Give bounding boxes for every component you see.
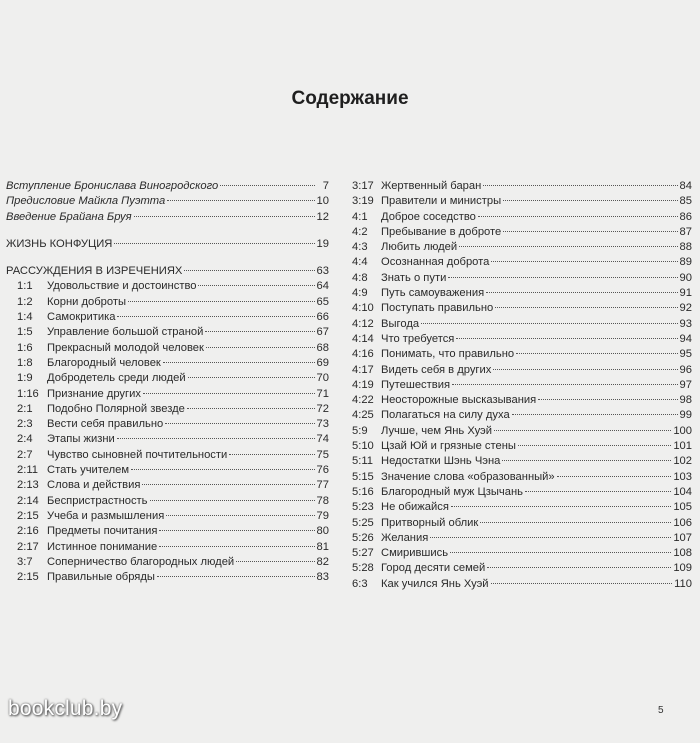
entry-number: 4:22 [352,394,374,407]
entry-page: 96 [679,363,692,376]
entry-number: 1:6 [17,341,33,354]
toc-entry [352,378,692,393]
leader-dots [450,552,671,553]
leader-dots [165,423,314,424]
entry-page: 94 [679,332,692,345]
entry-page: 99 [679,409,692,422]
entry-page: 79 [316,509,329,522]
toc-entry [352,301,692,316]
entry-page: 86 [679,210,692,223]
leader-dots [205,331,314,332]
toc-entry [352,516,692,531]
leader-dots [421,323,677,324]
entry-page: 93 [679,317,692,330]
entry-title: Полагаться на силу духа [381,409,510,422]
entry-title: Значение слова «образованный» [381,470,555,483]
leader-dots [188,377,315,378]
entry-title: Путешествия [381,378,451,391]
leader-dots [491,583,673,584]
entry-number: 4:1 [352,210,368,223]
entry-page: 65 [316,295,329,308]
toc-entry [6,341,329,356]
entry-title: Притворный облик [381,516,479,529]
entry-title: Признание других [47,387,141,400]
entry-number: 4:14 [352,332,374,345]
entry-title: Что требуется [381,332,455,345]
leader-dots [493,369,677,370]
entry-page: 71 [316,387,329,400]
entry-title: Неосторожные высказывания [381,394,537,407]
entry-title: Лучше, чем Янь Хуэй [381,424,492,437]
leader-dots [206,347,315,348]
entry-page: 77 [316,479,329,492]
entry-page: 76 [316,464,329,477]
entry-page: 82 [316,555,329,568]
entry-number: 2:3 [17,418,33,431]
entry-page: 69 [316,356,329,369]
entry-title: Слова и действия [47,479,141,492]
entry-title: Знать о пути [381,271,447,284]
entry-title: Добродетель среди людей [47,372,186,385]
entry-title: Смирившись [381,547,449,560]
entry-number: 5:25 [352,516,374,529]
toc-entry [6,509,329,524]
leader-dots [143,393,315,394]
toc-entry [352,454,692,469]
toc-entry [352,194,692,209]
entry-number: 5:27 [352,547,374,560]
entry-page: 103 [673,470,692,483]
toc-entry [6,179,329,194]
entry-title: Удовольствие и достоинство [47,280,197,293]
toc-entry [352,363,692,378]
intro-list [6,179,329,225]
entry-title: Самокритика [47,311,116,324]
leader-dots [480,522,671,523]
leader-dots [236,561,314,562]
left-items-list [6,279,329,585]
toc-entry [6,570,329,585]
entry-number: 4:19 [352,378,374,391]
entry-number: 2:13 [17,479,39,492]
entry-title: Предисловие Майкла Пуэтта [6,195,166,208]
toc-entry [6,210,329,225]
entry-number: 2:14 [17,494,39,507]
entry-page: 91 [679,287,692,300]
entry-title: Корни доброты [47,295,127,308]
entry-page: 70 [316,372,329,385]
entry-page: 10 [316,195,329,208]
entry-title: Понимать, что правильно [381,348,515,361]
entry-title: Осознанная доброта [381,256,490,269]
entry-page: 102 [673,455,692,468]
entry-page: 104 [673,485,692,498]
entry-page: 67 [316,326,329,339]
leader-dots [198,285,314,286]
entry-page: 19 [316,237,329,250]
entry-number: 5:10 [352,440,374,453]
leader-dots [557,476,672,477]
entry-number: 5:26 [352,531,374,544]
toc-entry [6,524,329,539]
entry-page: 83 [316,571,329,584]
entry-number: 1:2 [17,295,33,308]
toc-entry [352,561,692,576]
leader-dots [220,185,315,186]
entry-title: Беспристрастность [47,494,148,507]
entry-page: 98 [679,394,692,407]
entry-title: Путь самоуважения [381,287,485,300]
leader-dots [117,438,315,439]
toc-entry [6,417,329,432]
watermark-logo: bookclub.by [8,697,123,720]
leader-dots [516,353,677,354]
entry-number: 5:11 [352,455,373,468]
entry-page: 72 [316,402,329,415]
leader-dots [538,399,677,400]
leader-dots [456,338,677,339]
entry-page: 97 [679,378,692,391]
entry-number: 2:17 [17,540,39,553]
leader-dots [452,384,678,385]
entry-page: 105 [673,501,692,514]
entry-number: 4:3 [352,241,368,254]
entry-page: 88 [679,241,692,254]
toc-entry-reasoning [6,264,329,279]
entry-title: Предметы почитания [47,525,158,538]
entry-title: Истинное понимание [47,540,158,553]
toc-entry [352,485,692,500]
entry-page: 68 [316,341,329,354]
entry-page: 107 [673,531,692,544]
entry-title: Введение Брайана Бруя [6,210,132,223]
leader-dots [512,414,678,415]
entry-title: Чувство сыновней почтительности [47,448,228,461]
entry-number: 4:4 [352,256,368,269]
toc-entry [6,356,329,371]
toc-entry [6,432,329,447]
leader-dots [117,316,314,317]
toc-entry [6,540,329,555]
entry-title: Цзай Юй и грязные стены [381,440,516,453]
toc-right-column [352,179,692,592]
toc-entry [352,271,692,286]
leader-dots [187,408,315,409]
entry-number: 1:4 [17,311,33,324]
toc-entry [352,317,692,332]
toc-entry [6,295,329,310]
entry-number: 4:25 [352,409,374,422]
entry-number: 4:2 [352,225,368,238]
entry-number: 4:9 [352,287,368,300]
entry-title: Управление большой страной [47,326,204,339]
toc-left-column [6,179,329,585]
entry-number: 3:19 [352,195,374,208]
leader-dots [503,231,677,232]
entry-number: 5:9 [352,424,368,437]
leader-dots [502,460,671,461]
toc-entry [352,255,692,270]
entry-title: Учеба и размышления [47,509,165,522]
entry-title: Пребывание в доброте [381,225,502,238]
right-items-list [352,179,692,592]
entry-title: Соперничество благородных людей [47,555,235,568]
entry-number: 3:7 [17,555,33,568]
entry-page: 109 [673,562,692,575]
leader-dots [503,200,677,201]
entry-title: Любить людей [381,241,458,254]
leader-dots [451,506,671,507]
entry-title: Как учился Янь Хуэй [381,577,489,590]
leader-dots [495,307,677,308]
entry-page: 87 [679,225,692,238]
entry-title: Вступление Бронислава Виногродского [6,180,219,192]
entry-number: 1:5 [17,326,33,339]
entry-title: Вести себя правильно [47,418,164,431]
leader-dots [487,567,671,568]
entry-page: 63 [316,265,329,278]
entry-page: 101 [673,440,692,453]
entry-title: Видеть себя в других [381,363,492,376]
leader-dots [459,246,677,247]
entry-number: 2:4 [17,433,33,446]
leader-dots [518,445,671,446]
entry-title: РАССУЖДЕНИЯ В ИЗРЕЧЕНИЯХ [6,265,183,278]
entry-page: 66 [316,311,329,324]
entry-title: Благородный человек [47,356,161,369]
toc-entry-life [6,237,329,252]
entry-title: Выгода [381,317,420,330]
entry-page: 95 [679,348,692,361]
leader-dots [494,430,671,431]
entry-number: 2:1 [17,402,33,415]
toc-entry [352,179,692,194]
toc-entry [6,463,329,478]
entry-number: 2:15 [17,571,39,584]
toc-entry [352,439,692,454]
entry-page: 73 [316,418,329,431]
entry-page: 84 [679,180,692,192]
toc-entry [352,531,692,546]
entry-page: 89 [679,256,692,269]
leader-dots [163,362,315,363]
leader-dots [184,270,314,271]
entry-number: 1:8 [17,356,33,369]
leader-dots [229,454,314,455]
leader-dots [430,537,671,538]
toc-entry [6,325,329,340]
entry-title: Доброе соседство [381,210,476,223]
entry-page: 7 [322,180,329,192]
entry-page: 85 [679,195,692,208]
toc-entry [352,286,692,301]
entry-title: Жертвенный баран [381,180,482,192]
toc-entry [352,408,692,423]
leader-dots [142,484,314,485]
leader-dots [166,515,314,516]
entry-page: 75 [316,448,329,461]
toc-entry [6,448,329,463]
entry-page: 110 [674,577,692,590]
entry-number: 6:3 [352,577,368,590]
leader-dots [478,216,678,217]
leader-dots [525,491,671,492]
leader-dots [150,500,315,501]
leader-dots [483,185,677,186]
entry-page: 81 [316,540,329,553]
entry-number: 4:8 [352,271,368,284]
entry-number: 4:16 [352,348,374,361]
toc-entry [6,194,329,209]
spacer [6,225,329,237]
entry-page: 108 [673,547,692,560]
entry-title: Недостатки Шэнь Чэна [381,455,501,468]
leader-dots [159,546,314,547]
toc-entry [6,279,329,294]
toc-entry [352,332,692,347]
leader-dots [491,261,677,262]
entry-number: 1:9 [17,372,33,385]
entry-number: 5:23 [352,501,374,514]
entry-title: Город десяти семей [381,562,486,575]
entry-number: 2:16 [17,525,39,538]
entry-title: Не обижайся [381,501,449,514]
leader-dots [167,200,314,201]
leader-dots [159,530,314,531]
toc-entry [352,225,692,240]
entry-title: Прекрасный молодой человек [47,341,204,354]
toc-entry [352,546,692,561]
leader-dots [448,277,677,278]
entry-page: 64 [316,280,329,293]
toc-entry [6,402,329,417]
entry-number: 1:1 [17,280,33,293]
entry-number: 5:16 [352,485,374,498]
entry-title: Этапы жизни [47,433,115,446]
leader-dots [114,243,314,244]
leader-dots [157,576,315,577]
entry-page: 90 [679,271,692,284]
entry-title: Правильные обряды [47,571,155,584]
entry-page: 78 [316,494,329,507]
toc-entry [352,393,692,408]
entry-number: 1:16 [17,387,39,400]
entry-title: Поступать правильно [381,302,494,315]
leader-dots [128,301,315,302]
toc-entry [352,210,692,225]
toc-entry [352,347,692,362]
entry-number: 2:15 [17,509,39,522]
entry-title: Подобно Полярной звезде [47,402,185,415]
entry-page: 80 [316,525,329,538]
toc-entry [6,478,329,493]
toc-entry [6,387,329,402]
entry-page: 12 [316,210,329,223]
toc-entry [352,240,692,255]
entry-title: ЖИЗНЬ КОНФУЦИЯ [6,237,113,250]
toc-entry [352,500,692,515]
entry-number: 3:17 [352,180,374,192]
entry-page: 100 [673,424,692,437]
entry-title: Желания [381,531,429,544]
toc-entry [352,577,692,592]
entry-number: 4:12 [352,317,374,330]
entry-page: 92 [679,302,692,315]
entry-number: 5:28 [352,562,374,575]
toc-entry [352,424,692,439]
toc-entry [352,470,692,485]
entry-title: Правители и министры [381,195,502,208]
toc-entry [6,555,329,570]
entry-number: 5:15 [352,470,374,483]
entry-number: 4:17 [352,363,374,376]
entry-page: 74 [316,433,329,446]
toc-entry [6,371,329,386]
entry-page: 106 [673,516,692,529]
page-number: 5 [658,705,664,716]
leader-dots [134,216,315,217]
page-title: Содержание [291,88,409,109]
entry-title: Благородный муж Цзычань [381,485,523,498]
entry-title: Стать учителем [47,464,130,477]
leader-dots [131,469,314,470]
toc-entry [6,494,329,509]
entry-number: 2:11 [17,464,38,477]
spacer [6,252,329,264]
toc-entry [6,310,329,325]
entry-number: 2:7 [17,448,33,461]
entry-number: 4:10 [352,302,374,315]
leader-dots [486,292,677,293]
